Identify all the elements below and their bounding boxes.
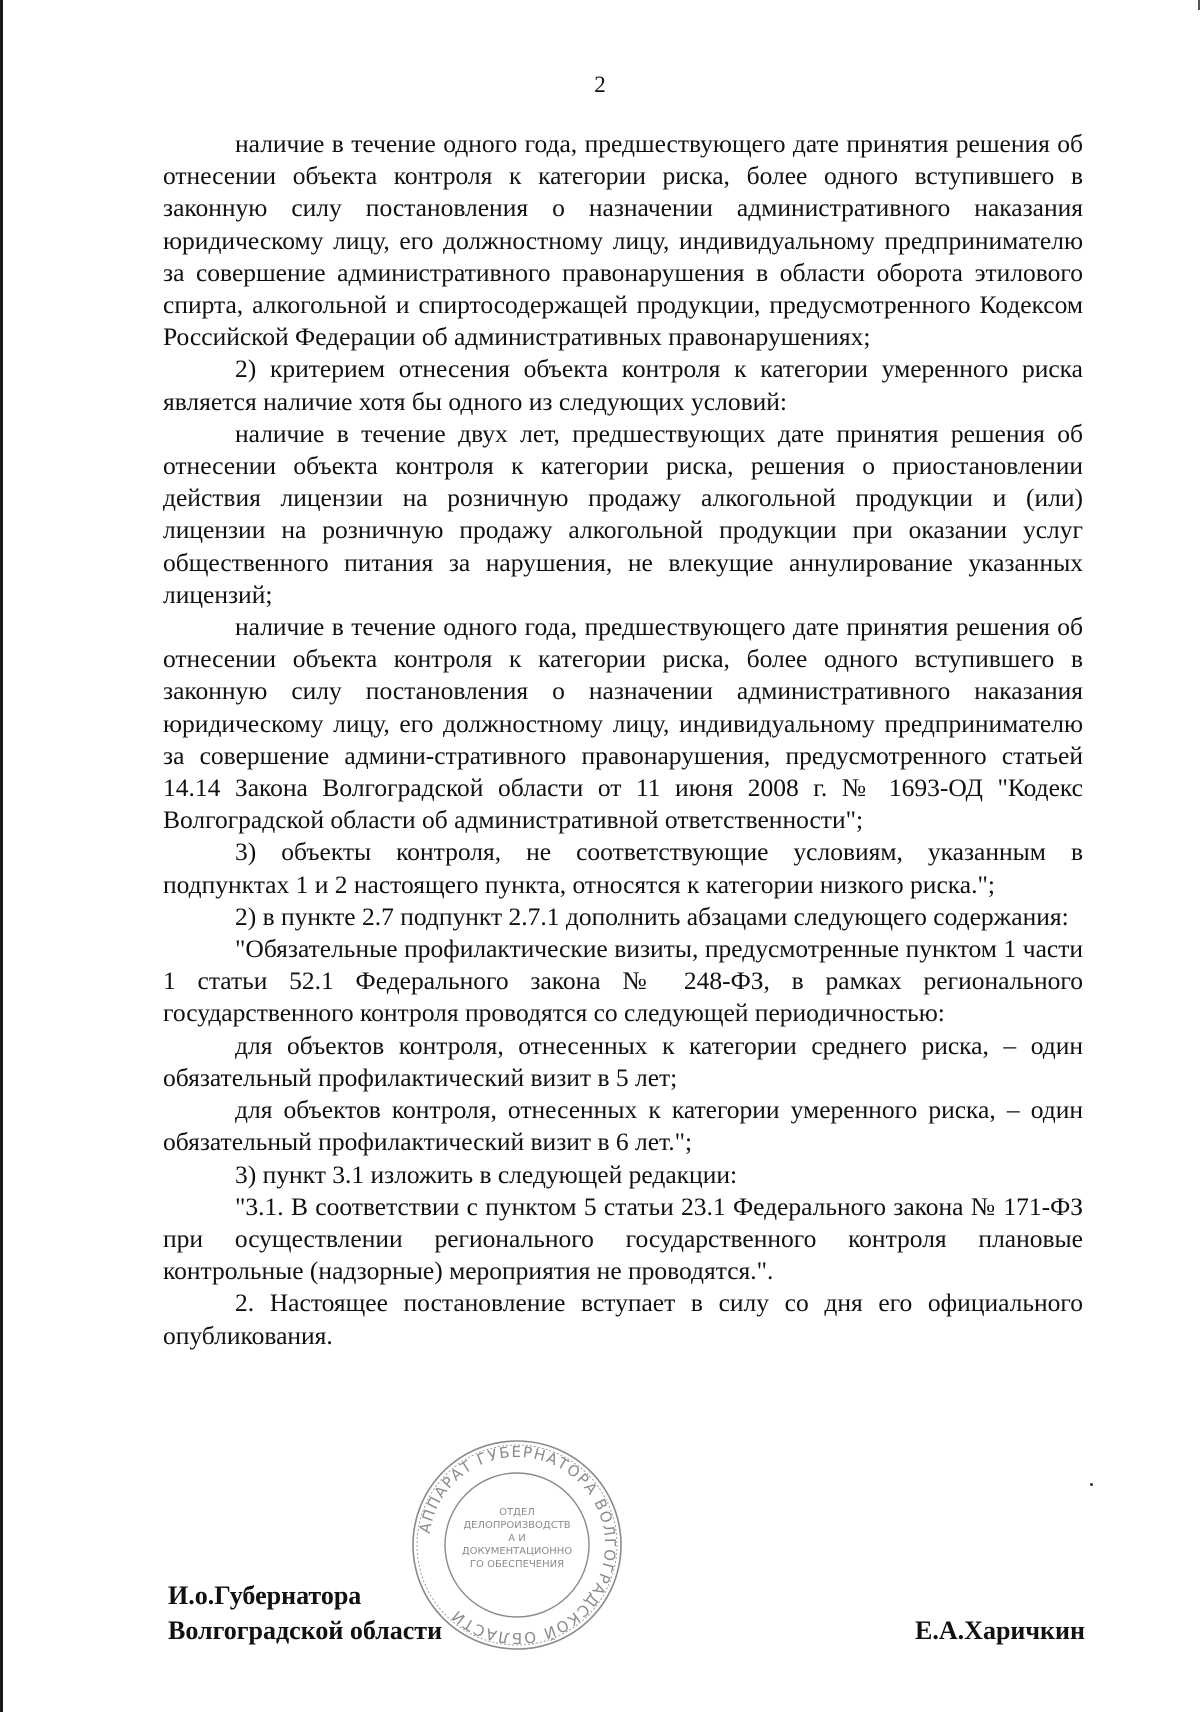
paragraph: для объектов контроля, отнесенных к категории среднего риска, – один обязательный профилактический визит в 5 лет; (163, 1030, 1083, 1092)
paragraph: 2) в пункте 2.7 подпункт 2.7.1 дополнить абзацами следующего содержания: (235, 901, 1069, 931)
signature-position-line1: И.о.Губернатора (168, 1581, 362, 1610)
paragraph: 2) критерием отнесения объекта контроля к категории умеренного риска является наличие хотя бы одного из следующих условий: (163, 354, 1083, 416)
paragraph: наличие в течение одного года, предшествующего дате принятия решения об отнесении объекта контроля к категории риска, более одного вступившего в законную силу постановления о назначении административного наказания юридическому лицу, его должностному лицу, индивидуальному предпринимателю за совершение админи-стративного правонарушения, предусмотренного статьей 14.14 Закона Волгоградской области от 11 июня 2008 г. № 1693-ОД "Кодекс Волгоградской области об административной ответственности"; (163, 612, 1083, 835)
signature-position-line2: Волгоградской области (168, 1616, 443, 1645)
stamp-outer-text: АППАРАТ ГУБЕРНАТОРА ВОЛГОГРАДСКОЙ ОБЛАСТИ (415, 1442, 620, 1648)
paragraph: для объектов контроля, отнесенных к категории умеренного риска, – один обязательный профилактический визит в 6 лет."; (163, 1095, 1083, 1157)
paragraph: 3) объекты контроля, не соответствующие условиям, указанным в подпунктах 1 и 2 настоящего пункта, относятся к категории низкого риска."; (163, 837, 1083, 899)
stamp-inner-text: ОТДЕЛ ДЕЛОПРОИЗВОДСТВА И ДОКУМЕНТАЦИОННОГО ОБЕСПЕЧЕНИЯ (461, 1507, 573, 1570)
signature-position (168, 1578, 442, 1648)
paragraph: наличие в течение одного года, предшествующего дате принятия решения об отнесении объекта контроля к категории риска, более одного вступившего в законную силу постановления о назначении административного наказания юридическому лицу, его должностному лицу, индивидуальному предпринимателю за совершение административного правонарушения в области оборота этилового спирта, алкогольной и спиртосодержащей продукции, предусмотренного Кодексом Российской Федерации об административных правонарушениях; (163, 129, 1083, 352)
paragraph: "Обязательные профилактические визиты, предусмотренные пунктом 1 части 1 статьи 52.1 Федерального закона № 248-ФЗ, в рамках регионального государственного контроля проводятся со следующей периодичностью: (163, 934, 1083, 1028)
paragraph: наличие в течение двух лет, предшествующих дате принятия решения об отнесении объекта контроля к категории риска, решения о приостановлении действия лицензии на розничную продажу алкогольной продукции и (или) лицензии на розничную продажу алкогольной продукции при оказании услуг общественного питания за нарушения, не влекущие аннулирование указанных лицензий; (163, 418, 1083, 609)
page-number: 2 (594, 72, 606, 97)
signer-name: Е.А.Харичкин (915, 1616, 1085, 1645)
paragraph: "3.1. В соответствии с пунктом 5 статьи 23.1 Федерального закона № 171-ФЗ при осуществлении регионального государственного контроля плановые контрольные (надзорные) мероприятия не проводятся.". (163, 1191, 1083, 1286)
paragraph: 3) пункт 3.1 изложить в следующей редакции: (235, 1159, 738, 1189)
scan-edge-left (0, 0, 3, 1712)
scan-speck (1090, 1483, 1093, 1486)
document-body (163, 128, 1083, 1352)
paragraph: 2. Настоящее постановление вступает в силу со дня его официального опубликования. (163, 1288, 1083, 1350)
